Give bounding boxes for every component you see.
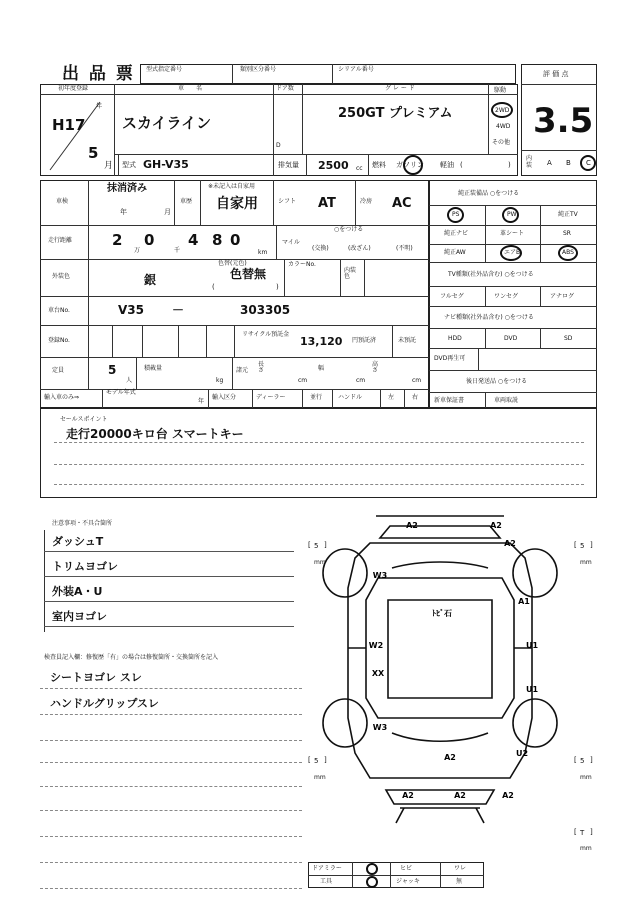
- shaken-year: 年: [120, 208, 127, 216]
- damage-mark: A2: [502, 791, 514, 800]
- dim-label: 諸元: [236, 367, 249, 374]
- mm-fr: mm: [580, 559, 592, 566]
- form-title: 出 品 票: [62, 64, 135, 84]
- note-item: 室内ヨゴレ: [52, 610, 107, 623]
- shift-label: シフト: [278, 198, 297, 205]
- fuel-gas: ガソリン: [396, 161, 424, 169]
- grade-value: 250GT プレミアム: [338, 106, 453, 121]
- load-label: 積載量: [144, 365, 163, 372]
- tv-oneseg: ワンセグ: [494, 293, 519, 300]
- damage-mark: A2: [454, 791, 466, 800]
- meter-modified: (改ざん): [348, 245, 371, 252]
- chassis-prefix: V35: [118, 303, 144, 317]
- handle-right: 右: [412, 394, 419, 401]
- handle-label: ハンドル: [338, 394, 363, 401]
- len-cm: cm: [298, 377, 308, 384]
- navi-dvd: DVD: [504, 335, 518, 342]
- tread-fr: 5: [580, 542, 585, 550]
- meter-circle-note: ○をつける: [334, 226, 364, 233]
- equip-airbag: エアB: [504, 249, 521, 256]
- mileage-digit: 8: [212, 231, 223, 249]
- damage-mark: U1: [525, 685, 539, 694]
- era-year: H17: [52, 116, 86, 134]
- chassis-number: 303305: [240, 303, 291, 317]
- damage-mark: U2: [515, 749, 529, 758]
- tv-title: TV種類(社外品含む) ○をつける: [448, 271, 534, 278]
- mileage-sen: 千: [174, 247, 181, 254]
- fuel-diesel: 軽油: [440, 161, 454, 169]
- interior-b: B: [566, 159, 571, 167]
- damage-mark: XX: [371, 669, 385, 678]
- shift-value: AT: [318, 196, 336, 211]
- equip-leather: 革シート: [500, 230, 525, 237]
- later-title: 後日発送品 ○をつける: [466, 378, 528, 385]
- later-warranty: 新車保証書: [434, 397, 465, 404]
- damage-mark: U1: [525, 641, 539, 650]
- handle-left: 左: [388, 394, 395, 401]
- mirror-circle: [366, 863, 378, 875]
- mileage-label: 走行距離: [48, 237, 73, 244]
- door-label: ドア数: [276, 85, 294, 92]
- shaken-month: 月: [164, 208, 171, 216]
- drive-4wd: 4WD: [496, 123, 511, 130]
- mileage-digit: 4: [188, 231, 199, 249]
- load-kg: kg: [216, 377, 224, 384]
- navi-sd: SD: [564, 335, 573, 342]
- mm-spare: mm: [580, 845, 592, 852]
- score-value: 3.5: [533, 101, 594, 141]
- car-name: スカイライン: [122, 114, 212, 132]
- paren-open: (: [460, 161, 463, 169]
- model-label: 型式: [122, 161, 136, 169]
- tread-rr: 5: [580, 757, 585, 765]
- equip-pw-circle: [502, 207, 519, 223]
- equip-tv: 純正TV: [558, 211, 578, 218]
- inspector-item: シートヨゴレ スレ: [50, 671, 142, 684]
- car-diagram: [300, 508, 610, 860]
- damage-mark: A2: [504, 539, 516, 548]
- footer-mirror: ドアミラー: [312, 865, 342, 872]
- equip-airbag-circle: [500, 245, 522, 261]
- usage-value: 自家用: [216, 196, 258, 212]
- import-label: 輸入車のみ⇒: [44, 394, 80, 401]
- equip-navi: 純正ナビ: [444, 230, 469, 237]
- drive-2wd: 2WD: [495, 107, 510, 114]
- recycle-value: 13,120: [300, 335, 343, 348]
- navi-title: ナビ種類(社外品含む) ○をつける: [444, 314, 534, 321]
- navi-hdd: HDD: [448, 335, 462, 342]
- hgt-cm: cm: [412, 377, 422, 384]
- door-value: D: [276, 142, 281, 149]
- damage-mark: W2: [368, 641, 384, 650]
- footer-jack: ジャッキ: [396, 878, 420, 885]
- equip-abs-circle: [558, 245, 578, 261]
- class-code-label: 類別区分番号: [240, 66, 277, 73]
- reg-no-label: 登録No.: [48, 337, 70, 344]
- usage-note: ※未記入は自家用: [208, 183, 256, 190]
- mileage-digit: 2: [112, 231, 123, 249]
- mm-fl: mm: [314, 559, 326, 566]
- damage-mark: A2: [490, 521, 502, 530]
- footer-crack: ヒビ: [400, 865, 413, 872]
- tread-spare: T: [580, 829, 585, 837]
- damage-mark: W3: [372, 571, 388, 580]
- year-mark: 年: [96, 103, 103, 110]
- later-manual: 車両取説: [494, 397, 519, 404]
- footer-break: ワレ: [454, 865, 467, 872]
- sales-point-label: セールスポイント: [60, 416, 108, 423]
- capacity-person: 人: [126, 377, 133, 384]
- mileage-digit: 0: [144, 231, 155, 249]
- first-reg-label: 初年度登録: [58, 85, 89, 92]
- ac-value: AC: [392, 196, 412, 211]
- repaint-value: 色替無: [230, 267, 267, 281]
- shaken-label: 車検: [56, 198, 69, 205]
- damage-mark: ﾄﾋﾞ石: [432, 609, 452, 618]
- capacity-value: 5: [108, 363, 117, 377]
- damage-mark: A2: [444, 753, 456, 762]
- equip-ps-circle: [447, 207, 464, 223]
- paren-close: ): [508, 161, 511, 169]
- interior-a: A: [547, 159, 552, 167]
- wid-cm: cm: [356, 377, 366, 384]
- inspector-item: ハンドルグリップスレ: [50, 697, 159, 710]
- model-year-mark: 年: [198, 398, 205, 405]
- capacity-label: 定員: [52, 367, 65, 374]
- drive-label: 駆動: [494, 87, 507, 94]
- cc-unit: cc: [356, 165, 363, 172]
- notes-label: 注意事項・不具合箇所: [52, 520, 113, 527]
- recycle-label: リサイクル預託金: [242, 331, 290, 338]
- mile-label: マイル: [282, 239, 300, 246]
- meter-unknown: (不明): [396, 245, 413, 252]
- mileage-km: km: [258, 249, 268, 256]
- import-type-label: 輸入区分: [212, 394, 237, 401]
- equipment-title: 純正装備品 ○をつける: [458, 190, 520, 197]
- note-item: 外装A・U: [52, 585, 103, 598]
- damage-mark: A2: [402, 791, 414, 800]
- car-name-label: 車 名: [178, 85, 203, 92]
- model-year-label: モデル年式: [106, 389, 136, 396]
- footer-none: 無: [456, 878, 463, 885]
- inspection-grid: [40, 180, 429, 408]
- mm-rl: mm: [314, 774, 326, 781]
- color-no-label: カラーNo.: [288, 261, 316, 268]
- tools-circle: [366, 876, 378, 888]
- interior-label: 内装: [526, 155, 533, 169]
- tv-analog: アナログ: [550, 293, 575, 300]
- month-value: 5: [88, 144, 99, 162]
- damage-mark: W3: [372, 723, 388, 732]
- wid-label: 幅: [318, 365, 325, 372]
- drive-2wd-circle: [491, 102, 513, 118]
- meter-exchanged: (交換): [312, 245, 329, 252]
- ext-color: 銀: [144, 273, 157, 287]
- history-label: 車歴: [180, 198, 193, 205]
- reg-slash: [40, 94, 114, 176]
- equip-ps: PS: [452, 211, 460, 218]
- recycle-unpaid: 未預託: [398, 337, 417, 344]
- dvd-playable: DVD再生可: [434, 355, 466, 362]
- ext-color-label: 外装色: [52, 273, 71, 280]
- month-mark: 月: [104, 161, 114, 171]
- sales-point-text: 走行20000キロ台 スマートキー: [66, 427, 244, 441]
- tread-rl: 5: [314, 757, 319, 765]
- ac-label: 冷房: [360, 198, 373, 205]
- equip-pw: PW: [507, 211, 517, 218]
- shaken-value: 抹消済み: [107, 183, 147, 194]
- equip-sr: SR: [563, 230, 571, 237]
- note-item: トリムヨゴレ: [52, 560, 118, 573]
- model-value: GH-V35: [143, 158, 189, 171]
- footer-tools: 工具: [320, 878, 333, 885]
- fuel-label: 燃料: [372, 161, 386, 169]
- chassis-label: 車台No.: [48, 307, 70, 314]
- repaint-label: 色替(元色): [218, 260, 247, 267]
- mileage-man: 万: [134, 247, 141, 254]
- equip-abs: ABS: [562, 249, 574, 256]
- mileage-digit: 0: [230, 231, 241, 249]
- damage-mark: A1: [518, 597, 530, 606]
- displacement-value: 2500: [318, 159, 349, 172]
- import-dealer: ディーラー: [256, 394, 286, 401]
- int-color-label: 内装色: [344, 267, 357, 280]
- hgt-label: 高さ: [372, 361, 379, 374]
- len-label: 長さ: [258, 361, 265, 374]
- serial-label: シリアル番号: [338, 66, 374, 73]
- recycle-unit: 円預託済: [352, 337, 377, 344]
- interior-c-circle: [580, 155, 596, 171]
- tv-fullseg: フルセグ: [440, 293, 464, 300]
- tread-fl: 5: [314, 542, 319, 550]
- score-label: 評 価 点: [543, 70, 569, 78]
- mm-rr: mm: [580, 774, 592, 781]
- grade-label: グ レ ー ド: [385, 85, 415, 92]
- import-parallel: 並行: [310, 394, 323, 401]
- inspector-label: 検査員記入欄：修復歴「有」の場合は修復箇所・交換箇所を記入: [44, 654, 219, 661]
- drive-other: その他: [492, 139, 511, 146]
- note-item: ダッシュT: [52, 535, 104, 548]
- model-code-label: 型式指定番号: [146, 66, 183, 73]
- displacement-label: 排気量: [278, 161, 299, 169]
- damage-mark: A2: [406, 521, 418, 530]
- chassis-dash: －: [172, 303, 185, 317]
- fuel-gas-circle: [403, 155, 423, 175]
- interior-c: C: [586, 159, 591, 167]
- code-box: [140, 64, 516, 84]
- equip-aw: 純正AW: [444, 249, 466, 256]
